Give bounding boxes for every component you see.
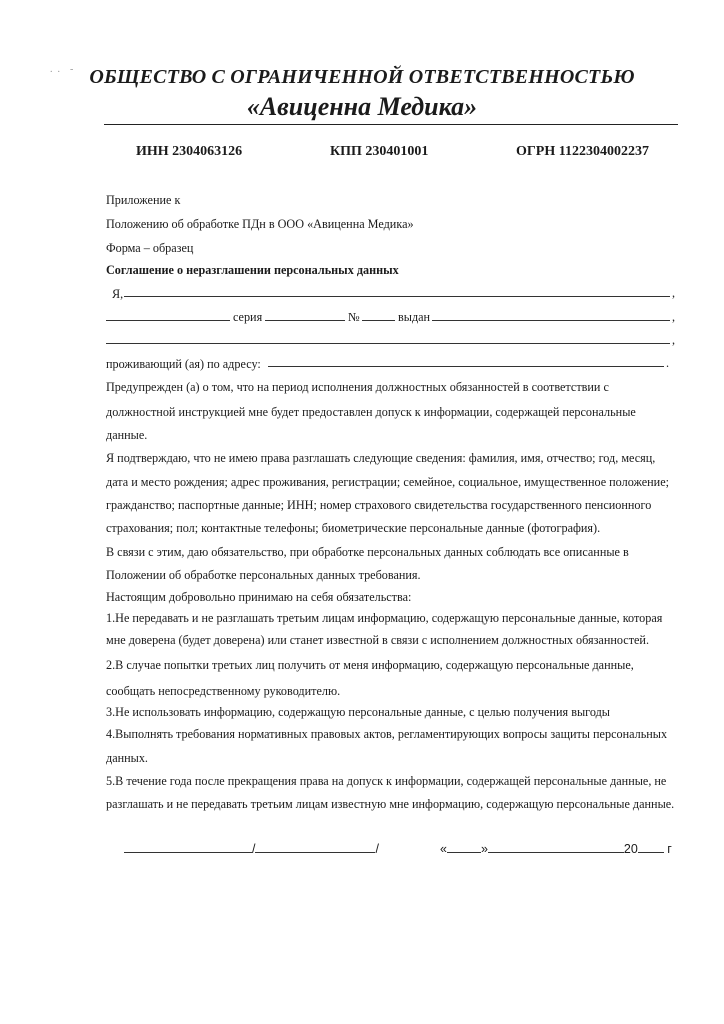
- obligation-item: данных.: [106, 751, 148, 765]
- ogrn-number: ОГРН 1122304002237: [516, 144, 649, 159]
- issued-by-continuation-field[interactable]: [106, 332, 670, 344]
- body-line: Предупрежден (а) о том, что на период исполнения должностных обязанностей в соответствии с: [106, 380, 609, 394]
- body-line: Положении об обработке персональных данных требования.: [106, 568, 421, 582]
- body-line: гражданство; паспортные данные; ИНН; номер страхового свидетельства государственного пенсионного: [106, 498, 652, 512]
- address-field[interactable]: [268, 355, 664, 367]
- signature-field[interactable]: [124, 840, 252, 853]
- signature-block: [124, 840, 379, 856]
- period-mark: .: [666, 356, 670, 370]
- body-line: дата и место рождения; адрес проживания, регистрации; семейное, социальное, имущественное положение;: [106, 475, 669, 489]
- year-field[interactable]: [638, 840, 664, 853]
- quote-open: «: [440, 842, 447, 856]
- series-field[interactable]: [265, 309, 345, 321]
- body-line: Я подтверждаю, что не имею права разглашать следующие сведения: фамилия, имя, отчество; год, месяц,: [106, 451, 656, 465]
- appendix-label: Приложение к: [106, 193, 181, 207]
- quote-close: »: [480, 842, 488, 856]
- issued-by-field[interactable]: [432, 309, 670, 321]
- year-suffix: г: [667, 842, 672, 856]
- company-form-heading: ОБЩЕСТВО С ОГРАНИЧЕННОЙ ОТВЕТСТВЕННОСТЬЮ: [89, 66, 635, 88]
- signature-separator: /: [252, 842, 256, 856]
- document-title: Соглашение о неразглашении персональных данных: [106, 263, 399, 277]
- body-line: данные.: [106, 428, 148, 442]
- obligation-item: 4.Выполнять требования нормативных правовых актов, регламентирующих вопросы защиты персональных: [106, 727, 668, 741]
- regulation-reference: Положению об обработке ПДн в ООО «Авиценна Медика»: [106, 217, 414, 231]
- comma-mark: ,: [672, 286, 676, 300]
- obligation-item: 3.Не использовать информацию, содержащую персональные данные, с целью получения выгоды: [106, 705, 610, 719]
- obligation-item: 2.В случае попытки третьих лиц получить от меня информацию, содержащую персональные данные,: [106, 658, 634, 672]
- scan-mark: . . -: [50, 64, 74, 75]
- header-divider: [104, 124, 678, 125]
- body-line: В связи с этим, даю обязательство, при обработке персональных данных соблюдать все описанные в: [106, 545, 629, 559]
- ya-label: Я,: [112, 287, 124, 301]
- body-line: страхования; пол; контактные телефоны; биометрические персональные данные (фотография).: [106, 521, 601, 535]
- kpp-number: КПП 230401001: [330, 144, 429, 159]
- issued-label: выдан: [398, 310, 431, 324]
- inn-number: ИНН 2304063126: [136, 144, 243, 159]
- comma-mark: ,: [672, 310, 676, 324]
- obligation-item: 1.Не передавать и не разглашать третьим лицам информацию, содержащую персональные данные, которая: [106, 611, 663, 625]
- body-line: Настоящим добровольно принимаю на себя обязательства:: [106, 590, 412, 604]
- address-label: проживающий (ая) по адресу:: [106, 357, 261, 371]
- obligation-item: разглашать и не передавать третьим лицам известную мне информацию, содержащую персональные данные.: [106, 797, 675, 811]
- obligation-item: сообщать непосредственному руководителю.: [106, 684, 341, 698]
- document-type-field[interactable]: [106, 309, 230, 321]
- comma-mark: ,: [672, 333, 676, 347]
- day-field[interactable]: [447, 840, 481, 853]
- signature-separator: /: [375, 842, 379, 856]
- obligation-item: мне доверена (будет доверена) или станет известной в связи с исполнением должностных обязанностей.: [106, 633, 649, 647]
- obligation-item: 5.В течение года после прекращения права на допуск к информации, содержащей персональные данные, не: [106, 774, 667, 788]
- year-prefix: 20: [623, 842, 638, 856]
- form-sample-label: Форма – образец: [106, 241, 194, 255]
- company-name: «Авиценна Медика»: [246, 92, 478, 121]
- number-field[interactable]: [362, 309, 395, 321]
- body-line: должностной инструкцией мне будет предоставлен допуск к информации, содержащей персональные: [106, 405, 636, 419]
- series-label: серия: [233, 310, 263, 324]
- name-transcript-field[interactable]: [255, 840, 375, 853]
- date-block: [440, 840, 672, 856]
- number-label: №: [348, 310, 360, 324]
- full-name-field[interactable]: [124, 285, 670, 297]
- month-field[interactable]: [488, 840, 624, 853]
